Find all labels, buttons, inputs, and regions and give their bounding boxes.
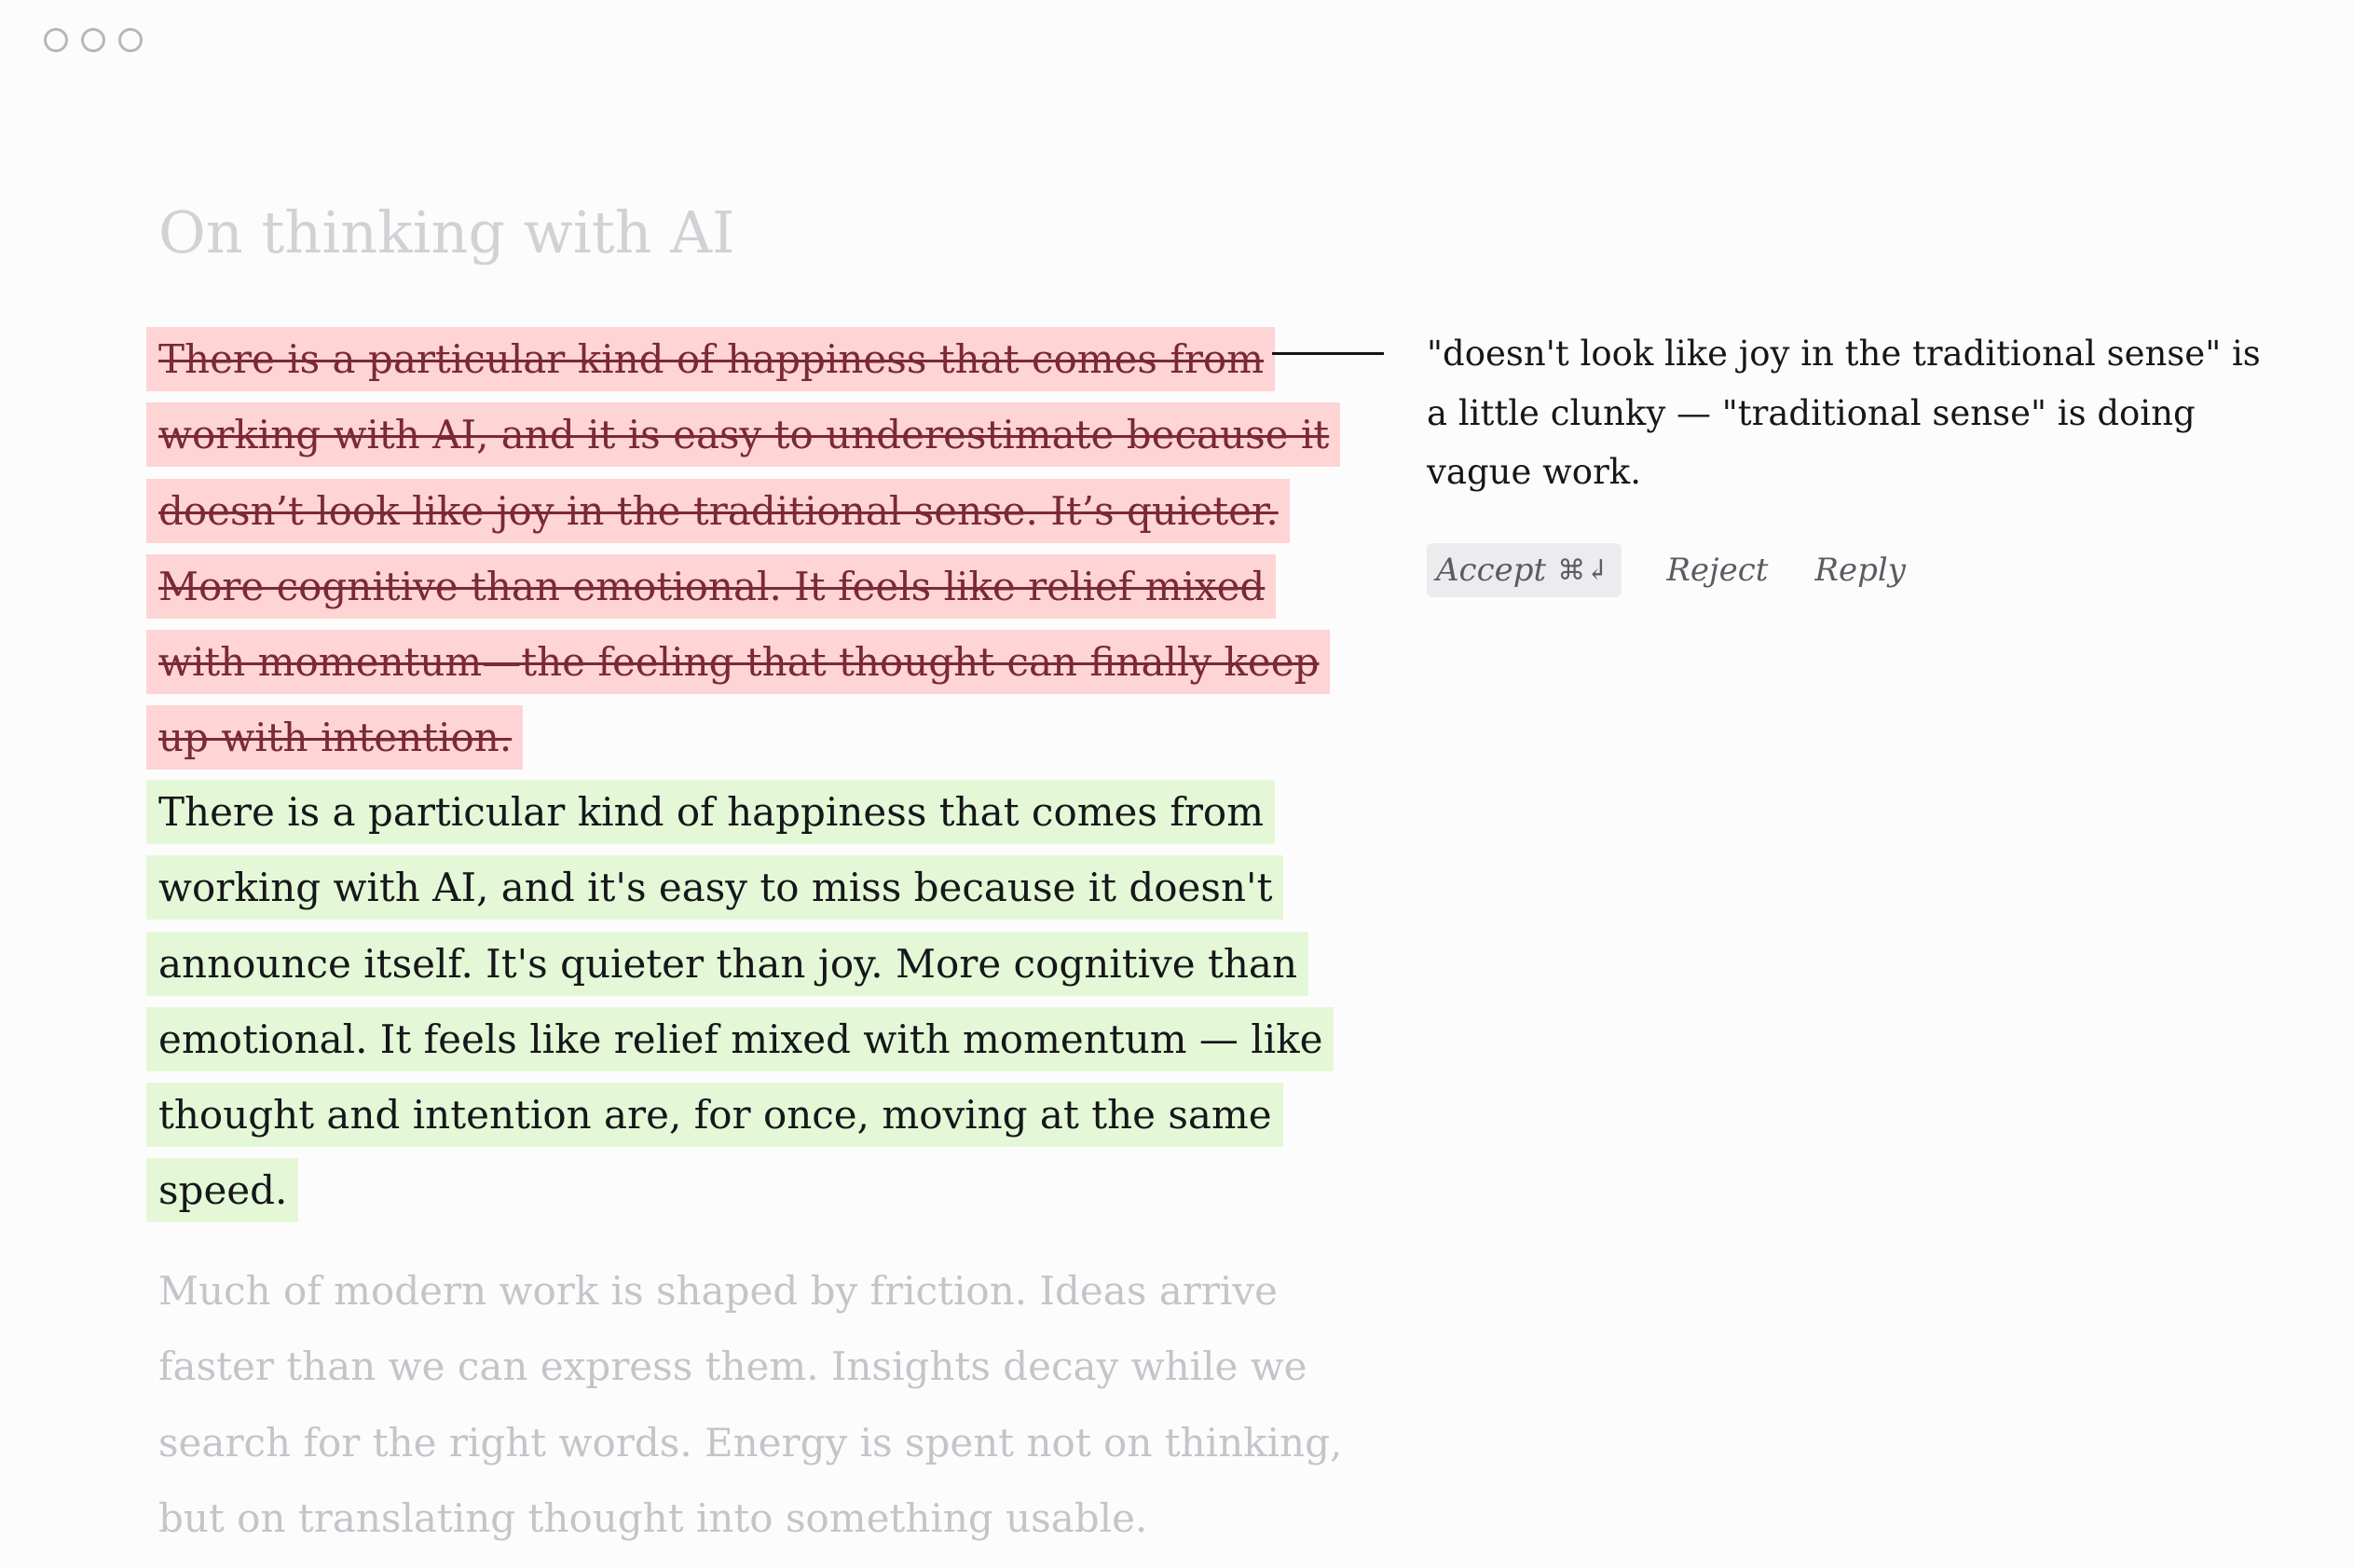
inserted-line-text: working with AI, and it's easy to miss because it doesn't: [146, 855, 1283, 920]
inserted-line: [158, 774, 1265, 850]
accept-label: Accept: [1436, 552, 1547, 589]
deleted-line-text: There is a particular kind of happiness that comes from: [146, 327, 1275, 391]
document-title[interactable]: On thinking with AI: [158, 198, 735, 266]
deleted-line: [158, 624, 1320, 700]
inserted-suggestion-text[interactable]: [158, 774, 1323, 1229]
deleted-line-text: doesn’t look like joy in the traditional sense. It’s quieter.: [146, 479, 1290, 543]
deleted-line: [158, 473, 1279, 549]
comment-body: [1427, 324, 2261, 502]
inserted-line: [158, 926, 1297, 1002]
keyboard-shortcut-icon: ⌘↲: [1557, 553, 1609, 587]
accept-button[interactable]: [1427, 543, 1622, 597]
comment-actions: [1427, 543, 1906, 597]
inserted-line: [158, 1077, 1272, 1152]
inserted-line: [158, 1152, 1230, 1228]
window-minimize-button[interactable]: [81, 28, 105, 52]
reject-button[interactable]: Reject: [1666, 552, 1769, 589]
paragraph-line: search for the right words. Energy is spent not on thinking,: [158, 1419, 1343, 1466]
comment-connector-line: [1272, 352, 1384, 355]
next-paragraph[interactable]: [158, 1253, 1343, 1556]
paragraph-line: Much of modern work is shaped by friction. Ideas arrive: [158, 1268, 1278, 1314]
deleted-line: [158, 321, 1265, 397]
inserted-line-text: There is a particular kind of happiness that comes from: [146, 780, 1275, 844]
deleted-line-text: with momentum—the feeling that thought can finally keep: [146, 630, 1330, 694]
deleted-suggestion-text[interactable]: [158, 321, 1330, 776]
window-controls: [44, 28, 143, 52]
comment-line: vague work.: [1427, 452, 1641, 492]
deleted-line-text: More cognitive than emotional. It feels like relief mixed: [146, 554, 1276, 619]
window-zoom-button[interactable]: [118, 28, 143, 52]
comment-line: a little clunky — "traditional sense" is doing: [1427, 392, 2196, 433]
deleted-line: [158, 700, 1230, 775]
deleted-line-text: up with intention.: [146, 705, 523, 770]
paragraph-line: but on translating thought into something usable.: [158, 1494, 1148, 1541]
inserted-line: [158, 850, 1273, 925]
inserted-line-text: speed.: [146, 1158, 298, 1222]
window-close-button[interactable]: [44, 28, 68, 52]
inserted-line: [158, 1002, 1323, 1077]
comment-line: "doesn't look like joy in the traditional sense" is: [1427, 334, 2261, 374]
deleted-line: [158, 549, 1266, 624]
deleted-line: [158, 397, 1330, 472]
inserted-line-text: emotional. It feels like relief mixed with momentum — like: [146, 1007, 1334, 1071]
inserted-line-text: thought and intention are, for once, moving at the same: [146, 1083, 1283, 1147]
deleted-line-text: working with AI, and it is easy to underestimate because it: [146, 402, 1340, 467]
reply-button[interactable]: Reply: [1814, 552, 1906, 589]
inserted-line-text: announce itself. It's quieter than joy. More cognitive than: [146, 932, 1308, 996]
paragraph-line: faster than we can express them. Insights decay while we: [158, 1343, 1307, 1390]
